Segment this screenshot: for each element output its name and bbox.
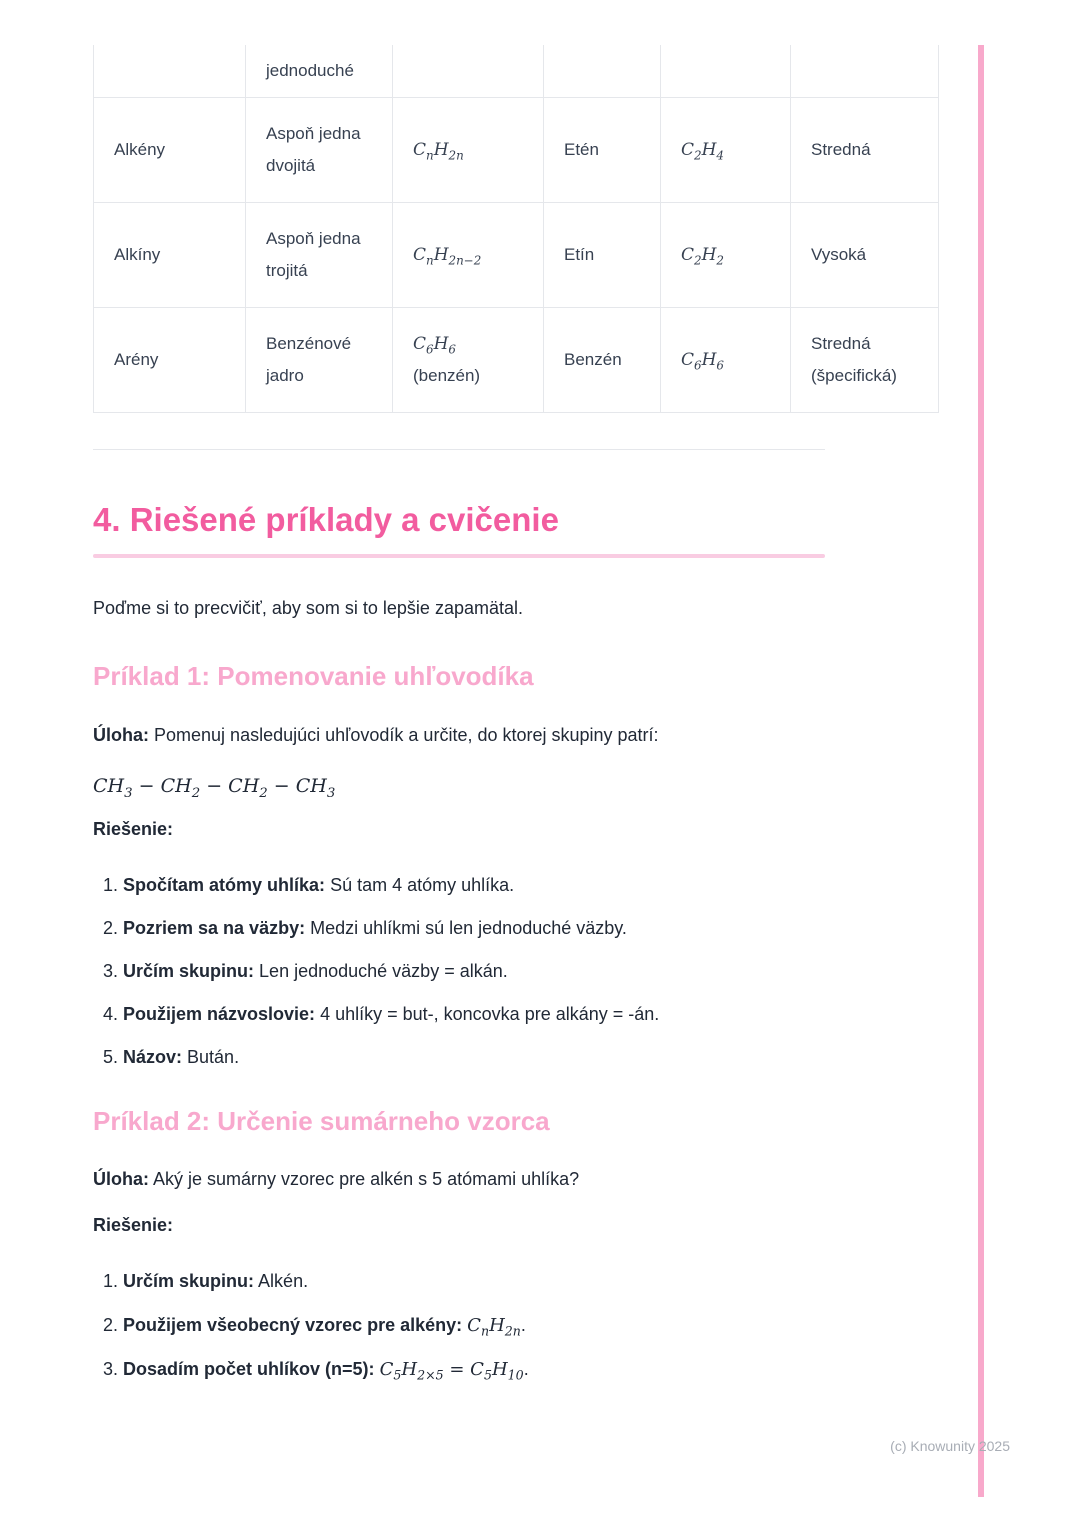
cell-reactivity: Vysoká xyxy=(791,202,939,307)
table-row-alkiny xyxy=(94,202,939,307)
cell-example-formula xyxy=(661,97,791,202)
chemical-formula: $C_6H_6$ xyxy=(413,333,456,356)
list-item xyxy=(123,914,1080,942)
example1-solution-label: Riešenie: xyxy=(93,818,174,839)
cell-example-name: Etén xyxy=(544,97,661,202)
list-item xyxy=(123,1311,1080,1340)
table-row-areny xyxy=(94,307,939,412)
list-item xyxy=(123,871,1080,899)
step-text: Bután. xyxy=(187,1046,240,1067)
chemical-formula: $C_nH_{2n-2}$ xyxy=(413,244,482,267)
list-item xyxy=(123,1043,1080,1071)
step-text: Len jednoduché väzby = alkán. xyxy=(259,960,508,981)
chemical-formula: $C_6H_6$ xyxy=(681,349,724,372)
example2-solution-label: Riešenie: xyxy=(93,1215,174,1236)
step-label: Použijem všeobecný vzorec pre alkény: xyxy=(123,1315,463,1336)
chemical-formula: $CH_3 - CH_2 - CH_2 - CH_3$ xyxy=(93,774,336,801)
section-title-underline xyxy=(93,554,825,558)
cell-general-formula xyxy=(393,307,544,412)
table-row-partial xyxy=(94,45,939,97)
chemical-formula: $C_nH_{2n}$ xyxy=(467,1315,521,1339)
step-text: Alkén. xyxy=(258,1271,309,1292)
step-label: Použijem názvoslovie: xyxy=(123,1003,316,1024)
example1-steps xyxy=(93,871,1080,1071)
step-suffix: . xyxy=(520,1315,526,1336)
cell-bond: jednoduché xyxy=(246,45,393,97)
cell-bond: Aspoň jedna trojitá xyxy=(246,202,393,307)
copyright-watermark: (c) Knowunity 2025 xyxy=(890,1438,1010,1454)
step-label: Dosadím počet uhlíkov (n=5): xyxy=(123,1359,375,1380)
step-label: Určím skupinu: xyxy=(123,1271,255,1292)
cell-group: Alkíny xyxy=(94,202,246,307)
list-item xyxy=(123,1267,1080,1296)
cell-group xyxy=(94,45,246,97)
step-label: Určím skupinu: xyxy=(123,960,255,981)
cell-bond: Aspoň jedna dvojitá xyxy=(246,97,393,202)
cell-reactivity: Stredná (špecifická) xyxy=(791,307,939,412)
cell-example-formula xyxy=(661,307,791,412)
cell-example-name: Etín xyxy=(544,202,661,307)
step-suffix: . xyxy=(523,1359,529,1380)
example1-formula xyxy=(93,774,1080,801)
example1-task xyxy=(93,721,1080,749)
step-text: 4 uhlíky = but-, koncovka pre alkány = -án. xyxy=(320,1003,660,1024)
cell-example-name xyxy=(544,45,661,97)
section-title: 4. Riešené príklady a cvičenie xyxy=(93,500,559,538)
cell-group: Alkény xyxy=(94,97,246,202)
cell-general-formula xyxy=(393,202,544,307)
list-item xyxy=(123,1355,1080,1384)
example1-heading: Príklad 1: Pomenovanie uhľovodíka xyxy=(93,661,534,692)
section-intro: Poďme si to precvičiť, aby som si to lepšie zapamätal. xyxy=(93,598,523,619)
step-text: Medzi uhlíkmi sú len jednoduché väzby. xyxy=(310,917,627,938)
step-label: Spočítam atómy uhlíka: xyxy=(123,874,326,895)
example2-task xyxy=(93,1165,1080,1193)
task-label: Úloha: xyxy=(93,724,149,745)
cell-group: Arény xyxy=(94,307,246,412)
chemical-formula: $C_nH_{2n}$ xyxy=(413,139,464,162)
step-label: Názov: xyxy=(123,1046,183,1067)
chemical-formula: $C_5H_{2\times 5} = C_5H_{10}$ xyxy=(379,1359,524,1383)
step-label: Pozriem sa na väzby: xyxy=(123,917,306,938)
table-row-alkeny xyxy=(94,97,939,202)
cell-reactivity: Stredná xyxy=(791,97,939,202)
cell-example-formula xyxy=(661,45,791,97)
cell-general-formula xyxy=(393,97,544,202)
hydrocarbon-groups-table xyxy=(93,45,939,413)
task-label: Úloha: xyxy=(93,1169,149,1190)
cell-general-formula xyxy=(393,45,544,97)
list-item xyxy=(123,1000,1080,1028)
task-text: Aký je sumárny vzorec pre alkén s 5 atómami uhlíka? xyxy=(153,1169,580,1190)
cell-example-name: Benzén xyxy=(544,307,661,412)
cell-example-formula xyxy=(661,202,791,307)
chemical-formula: $C_2H_2$ xyxy=(681,244,724,267)
example2-steps xyxy=(93,1267,1080,1384)
step-text: Sú tam 4 atómy uhlíka. xyxy=(330,874,515,895)
formula-note: (benzén) xyxy=(413,365,481,385)
list-item xyxy=(123,957,1080,985)
cell-reactivity xyxy=(791,45,939,97)
cell-bond: Benzénové jadro xyxy=(246,307,393,412)
example2-heading: Príklad 2: Určenie sumárneho vzorca xyxy=(93,1105,550,1136)
chemical-formula: $C_2H_4$ xyxy=(681,139,724,162)
section-divider xyxy=(93,449,825,450)
task-text: Pomenuj nasledujúci uhľovodík a určite, do ktorej skupiny patrí: xyxy=(154,724,659,745)
